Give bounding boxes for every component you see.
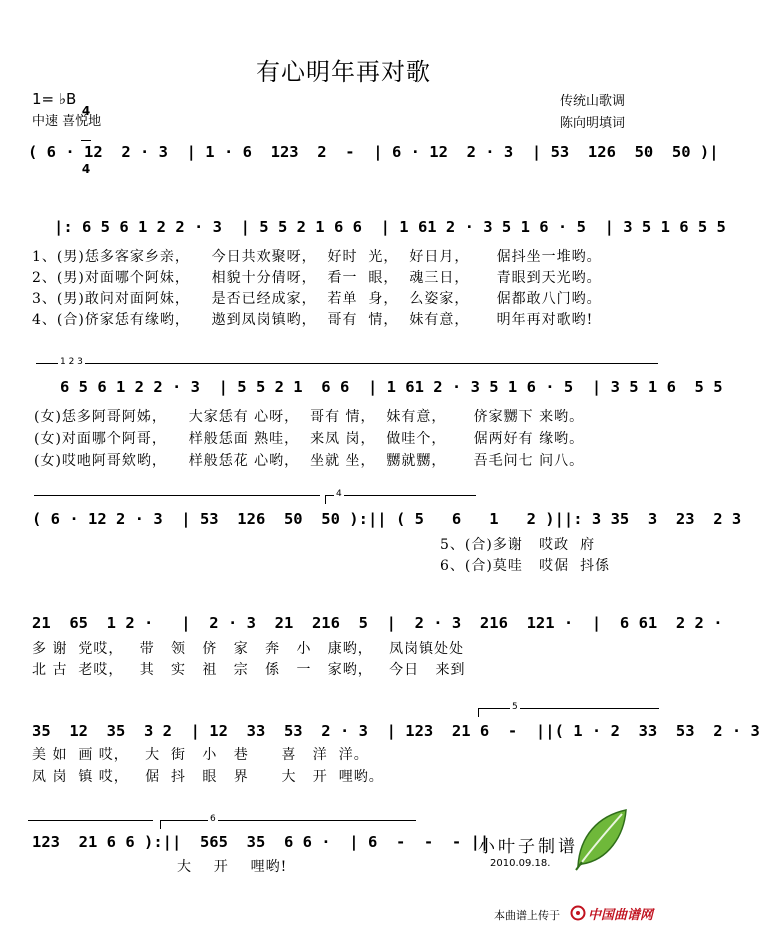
row5-lyric-line-2: 凤 岗 镇 哎， 倨 抖 眼 界 大 开 哩哟。 xyxy=(32,769,384,785)
row3-lyric-line-1: 5、(合)多谢 哎政 府 xyxy=(440,537,596,553)
time-sig-denominator: 4 xyxy=(81,162,91,176)
footer-upload-text: 本曲谱上传于 xyxy=(494,909,560,922)
verse2-lyric-line-1: (女)恁多阿哥阿姊， 大家恁有 心呀， 哥有 情， 妹有意， 侪家嬲下 来哟。 xyxy=(34,409,585,425)
verse1-lyric-line-1: 1、(男)恁多客家乡亲， 今日共欢聚呀， 好时 光， 好日月， 倨抖坐一堆哟。 xyxy=(32,249,602,265)
row5-lyric-line-1: 美 如 画 哎， 大 街 小 巷 喜 洋 洋。 xyxy=(32,747,369,763)
key-signature: 1= ♭B xyxy=(32,90,77,108)
time-sig-line xyxy=(81,140,91,141)
row4-lyric-line-1: 多 谢 党哎， 带 领 侪 家 奔 小 康哟， 凤岗镇处处 xyxy=(32,641,465,657)
row6-lyric-line: 大 开 哩哟! xyxy=(177,859,288,875)
page-title: 有心明年再对歌 xyxy=(256,58,431,86)
row4-notes: 21 65 1 2 · | 2 · 3 21 216 5 | 2 · 3 216 121 · | 6 61 2 2 · xyxy=(32,614,723,632)
volta-bracket-end xyxy=(34,495,320,504)
volta-bracket-4 xyxy=(325,495,476,504)
row3-lyric-line-2: 6、(合)莫哇 哎倨 抖係 xyxy=(440,558,611,574)
verse2-notes: 6 5 6 1 2 2 · 3 | 5 5 2 1 6 6 | 1 61 2 · 3 5 1 6 · 5 | 3 5 1 6 5 5 xyxy=(60,378,723,396)
volta-bracket-123 xyxy=(36,363,658,372)
leaf-icon xyxy=(572,806,630,872)
intro-notes: ( 6 · 12 2 · 3 | 1 · 6 123 2 - | 6 · 12 2 · 3 | 53 126 50 50 )| xyxy=(28,143,719,161)
verse1-lyric-line-2: 2、(男)对面哪个阿妹， 相貌十分倩呀， 看一 眼， 魂三日， 青眼到天光哟。 xyxy=(32,270,602,286)
volta-number-6: 6 xyxy=(210,814,216,824)
music-credit: 传统山歌调 xyxy=(560,94,626,109)
time-sig-numerator: 4 xyxy=(81,104,91,118)
volta-bracket-5 xyxy=(478,708,659,717)
site-logo-icon xyxy=(570,905,586,921)
verse1-lyric-line-4: 4、(合)侪家恁有缘哟， 遨到凤岗镇哟， 哥有 情， 妹有意， 明年再对歌哟! xyxy=(32,312,594,328)
verse2-lyric-line-3: (女)哎吔阿哥欸哟， 样般恁花 心哟， 坐就 坐， 嬲就嬲， 吾毛问七 问八。 xyxy=(34,453,585,469)
row4-lyric-line-2: 北 古 老哎， 其 实 祖 宗 係 一 家哟， 今日 来到 xyxy=(32,662,466,678)
time-signature xyxy=(81,84,91,186)
verse1-notes: |: 6 5 6 1 2 2 · 3 | 5 5 2 1 6 6 | 1 61 2 · 3 5 1 6 · 5 | 3 5 1 6 5 5 xyxy=(54,218,726,236)
volta-bracket-final-end xyxy=(28,820,153,829)
signature-date: 2010.09.18. xyxy=(490,858,551,869)
volta-number-123: 1 2 3 xyxy=(60,357,83,367)
volta-number-5: 5 xyxy=(512,702,518,712)
tempo-marking: 中速 喜悦地 xyxy=(32,114,102,129)
signature-name: 小叶子制谱 xyxy=(478,837,578,857)
row6-notes: 123 21 6 6 ):|| 565 35 6 6 · | 6 - - - || xyxy=(32,833,490,851)
verse1-lyric-line-3: 3、(男)敢问对面阿妹， 是否已经成家， 若单 身， 么姿家， 倨都敢八门哟。 xyxy=(32,291,602,307)
verse2-lyric-line-2: (女)对面哪个阿哥， 样般恁面 熟哇， 来凤 岗， 做哇个， 倨两好有 缘哟。 xyxy=(34,431,585,447)
row5-notes: 35 12 35 3 2 | 12 33 53 2 · 3 | 123 21 6 - ||( 1 · 2 33 53 2 · 3 xyxy=(32,722,760,740)
lyrics-credit: 陈向明填词 xyxy=(560,116,626,131)
volta-number-4: 4 xyxy=(336,489,342,499)
footer-site-link[interactable]: 中国曲谱网 xyxy=(588,908,654,923)
volta-bracket-6 xyxy=(160,820,416,829)
row3-notes: ( 6 · 12 2 · 3 | 53 126 50 50 ):|| ( 5 6 1 2 )||: 3 35 3 23 2 3 xyxy=(32,510,742,528)
